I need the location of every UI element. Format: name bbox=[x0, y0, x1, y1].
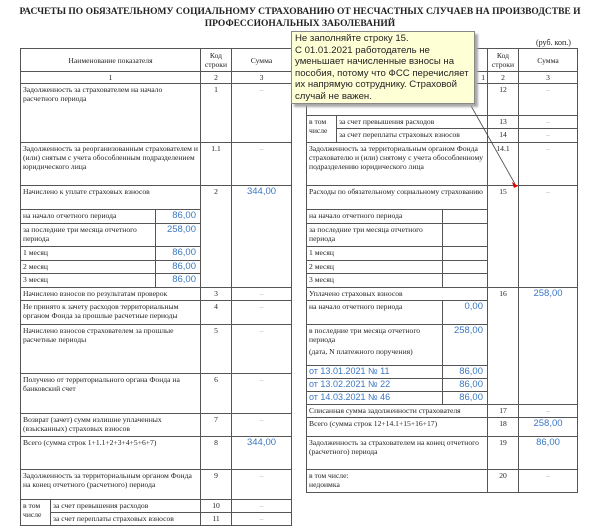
table-row: Задолженность за территориальным органом Фонда на конец отчетного (расчетного) периода 9 – bbox=[21, 470, 292, 500]
table-row: в том числе за счет превышения расходов 13 – bbox=[307, 116, 578, 129]
table-row: Не принято к зачету расходов территориальным органом Фонда за прошлые расчетные периоды 4 – bbox=[21, 301, 292, 325]
tooltip-note: Не заполняйте строку 15. С 01.01.2021 работодатель не уменьшает начисленные взносы на пособия, потому что ФСС перечисляет их напрямую сотруднику. Страховой случай не важен. bbox=[291, 31, 475, 104]
table-row: 12 – bbox=[307, 84, 578, 116]
header-name: Наименование показателя bbox=[21, 49, 201, 72]
header-code: Код строки bbox=[201, 49, 232, 72]
table-row: Задолженность за реорганизованным страхователем и (или) снятым с учета обособленным подразделением юридического лица 1.1 – bbox=[21, 143, 292, 186]
right-table: Код строки Сумма 1 2 3 12 – в том числе за счет превышения расходов 13 – за счет переплаты страховых взносов 14 – Задолженность за территориальным органом Фонда страхователю и (или) снятому с учета обособленному подразделению юридического лица 14.1 – Расходы по обязательному социальному страхованию 15 – на начало отчетного периода за последние три месяца отчетного периода 1 месяц 2 месяц 3 месяц Уплачено страховых взносов 16 258,00 на начало отчетного периода 0,00 в последние три месяца отчетного периода (дата, N платежного поручения) 258,00 от 13.01.2021 № 11 86,00 от 13.02.2021 № 22 86,00 от 14.03.2021 № 46 86,00 Списанная сумма задолженности страхователя 17 – Всего (сумма строк 12+14.1+15+16+17) 18 258,00 Задолженность за страхователем на конец отчетного (расчетного) периода 19 86,00 в том числе: недоимка 20 – bbox=[306, 48, 578, 493]
unit-label: (руб. коп.) bbox=[536, 38, 571, 47]
table-row: в том числе: недоимка 20 – bbox=[307, 470, 578, 493]
table-row: Возврат (зачет) сумм излишне уплаченных (взысканных) страховых взносов 7 – bbox=[21, 414, 292, 437]
table-row: Расходы по обязательному социальному страхованию 15 – bbox=[307, 186, 578, 210]
table-row: Задолженность за территориальным органом Фонда страхователю и (или) снятому с учета обособленному подразделению юридического лица 14.1 – bbox=[307, 143, 578, 186]
table-row: Получено от территориального органа Фонда на банковский счет 6 – bbox=[21, 374, 292, 414]
right-col-number-1: 1 bbox=[307, 72, 488, 84]
payment-row: от 13.02.2021 № 22 86,00 bbox=[307, 379, 578, 392]
payment-row: от 14.03.2021 № 46 86,00 bbox=[307, 392, 578, 405]
table-row: за счет переплаты страховых взносов 11 – bbox=[21, 513, 292, 526]
header-sum: Сумма bbox=[232, 49, 292, 72]
table-row: Всего (сумма строк 12+14.1+15+16+17) 18 258,00 bbox=[307, 418, 578, 437]
form-title: РАСЧЕТЫ ПО ОБЯЗАТЕЛЬНОМУ СОЦИАЛЬНОМУ СТРАХОВАНИЮ ОТ НЕСЧАСТНЫХ СЛУЧАЕВ НА ПРОИЗВОДСТВЕ И ПРОФЕССИОНАЛЬНЫХ ЗАБОЛЕВАНИЙ bbox=[19, 7, 581, 29]
table-row: Списанная сумма задолженности страхователя 17 – bbox=[307, 405, 578, 418]
table-row: Всего (сумма строк 1+1.1+2+3+4+5+6+7) 8 344,00 bbox=[21, 437, 292, 470]
table-row: в том числе за счет превышения расходов 10 – bbox=[21, 500, 292, 513]
table-row: за счет переплаты страховых взносов 14 – bbox=[307, 129, 578, 143]
table-row: Начислено взносов страхователем за прошлые расчетные периоды 5 – bbox=[21, 325, 292, 374]
payment-row: от 13.01.2021 № 11 86,00 bbox=[307, 366, 578, 379]
table-row: Уплачено страховых взносов 16 258,00 bbox=[307, 288, 578, 301]
left-table: Наименование показателя Код строки Сумма 1 2 3 Задолженность за страхователем на начало расчетного периода 1 – Задолженность за реорганизованным страхователем и (или) снятым с учета обособленным подразделением юридического лица 1.1 – Начислено к уплате страховых взносов 2 344,00 на начало отчетного периода 86,00 за последние три месяца отчетного периода 258,00 1 месяц 86,00 2 месяц 86,00 3 месяц 86,00 Начислено взносов по результатам проверок 3 – Не принято к зачету расходов территориальным органом Фонда за прошлые расчетные периоды 4 – Начислено взносов страхователем за прошлые расчетные периоды 5 – Получено от территориального органа Фонда на банковский счет 6 – Возврат (зачет) сумм излишне уплаченных (взысканных) страховых взносов 7 – Всего (сумма строк 1+1.1+2+3+4+5+6+7) 8 344,00 Задолженность за территориальным органом Фонда на конец отчетного (расчетного) периода 9 – в том числе за счет превышения расходов 10 – за счет переплаты страховых взносов 11 – bbox=[20, 48, 292, 526]
table-row: Задолженность за страхователем на конец отчетного (расчетного) периода 19 86,00 bbox=[307, 437, 578, 470]
table-row: Начислено взносов по результатам проверок 3 – bbox=[21, 288, 292, 301]
table-row: Задолженность за страхователем на начало расчетного периода 1 – bbox=[21, 84, 292, 143]
table-row: Начислено к уплате страховых взносов 2 344,00 bbox=[21, 186, 292, 210]
